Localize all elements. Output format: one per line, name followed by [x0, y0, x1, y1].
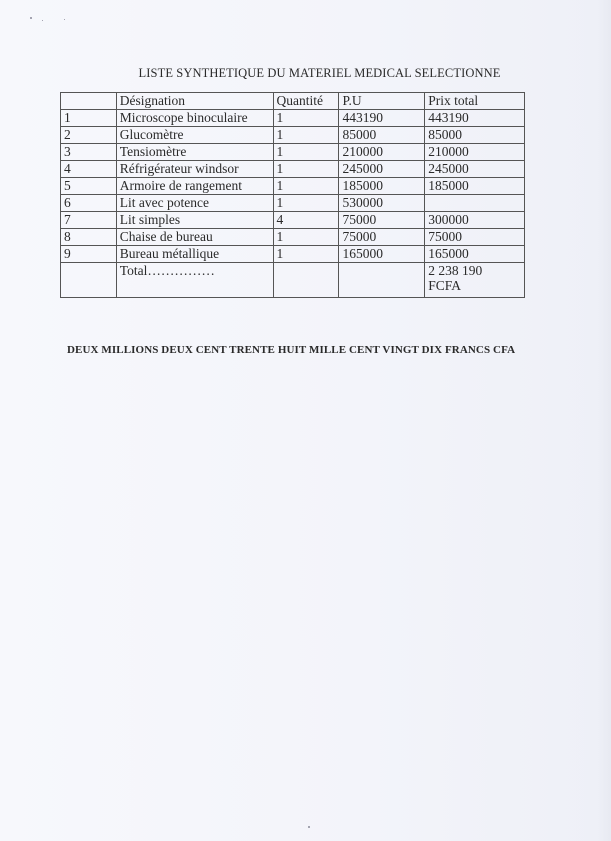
row-total-price: 85000: [425, 127, 525, 144]
row-designation: Chaise de bureau: [116, 229, 273, 246]
total-row-unit-price: [339, 263, 425, 298]
table-header-row: [61, 93, 525, 110]
row-designation: Lit simples: [116, 212, 273, 229]
amount-in-words: DEUX MILLIONS DEUX CENT TRENTE HUIT MILLE CENT VINGT DIX FRANCS CFA: [67, 344, 516, 356]
row-quantity: 1: [273, 195, 339, 212]
row-unit-price: 165000: [339, 246, 425, 263]
header-num: [61, 93, 117, 110]
header-designation: Désignation: [116, 93, 273, 110]
row-unit-price: 443190: [339, 110, 425, 127]
row-quantity: 1: [273, 127, 339, 144]
total-row: [61, 263, 525, 298]
row-unit-price: 85000: [339, 127, 425, 144]
table-row: [61, 110, 525, 127]
scan-speck: [30, 17, 32, 19]
scan-speck: [42, 20, 43, 21]
row-total-price: 210000: [425, 144, 525, 161]
row-num: 1: [61, 110, 117, 127]
row-total-price: 245000: [425, 161, 525, 178]
row-designation: Réfrigérateur windsor: [116, 161, 273, 178]
row-designation: Glucomètre: [116, 127, 273, 144]
row-total-price: 75000: [425, 229, 525, 246]
table-row: [61, 246, 525, 263]
row-designation: Armoire de rangement: [116, 178, 273, 195]
row-unit-price: 530000: [339, 195, 425, 212]
row-num: 8: [61, 229, 117, 246]
row-quantity: 4: [273, 212, 339, 229]
page-edge-shadow: [597, 0, 611, 841]
row-total-price: 185000: [425, 178, 525, 195]
total-value: [425, 263, 525, 298]
row-quantity: 1: [273, 246, 339, 263]
row-designation: Bureau métallique: [116, 246, 273, 263]
row-designation: Tensiomètre: [116, 144, 273, 161]
row-quantity: 1: [273, 161, 339, 178]
row-total-price: 443190: [425, 110, 525, 127]
total-amount: 2 238 190: [428, 263, 483, 278]
row-num: 2: [61, 127, 117, 144]
row-num: 4: [61, 161, 117, 178]
total-row-num: [61, 263, 117, 298]
row-total-price: 300000: [425, 212, 525, 229]
scan-speck: [64, 19, 65, 20]
row-total-price: 165000: [425, 246, 525, 263]
row-designation: Lit avec potence: [116, 195, 273, 212]
row-unit-price: 245000: [339, 161, 425, 178]
table-row: [61, 212, 525, 229]
row-quantity: 1: [273, 110, 339, 127]
table-row: [61, 195, 525, 212]
materials-table: [60, 92, 525, 298]
row-quantity: 1: [273, 229, 339, 246]
row-unit-price: 210000: [339, 144, 425, 161]
header-unit-price: P.U: [339, 93, 425, 110]
scan-speck: [308, 826, 310, 828]
total-currency: FCFA: [428, 278, 462, 293]
table-row: [61, 178, 525, 195]
document-title: LISTE SYNTHETIQUE DU MATERIEL MEDICAL SELECTIONNE: [138, 66, 501, 80]
row-total-price: [425, 195, 525, 212]
row-unit-price: 75000: [339, 229, 425, 246]
table-row: [61, 161, 525, 178]
total-label: Total……………: [116, 263, 273, 298]
row-quantity: 1: [273, 144, 339, 161]
header-total-price: Prix total: [425, 93, 525, 110]
table-row: [61, 127, 525, 144]
header-quantity: Quantité: [273, 93, 339, 110]
total-row-quantity: [273, 263, 339, 298]
row-unit-price: 75000: [339, 212, 425, 229]
row-quantity: 1: [273, 178, 339, 195]
row-designation: Microscope binoculaire: [116, 110, 273, 127]
table-row: [61, 229, 525, 246]
table-row: [61, 144, 525, 161]
row-num: 3: [61, 144, 117, 161]
row-unit-price: 185000: [339, 178, 425, 195]
row-num: 9: [61, 246, 117, 263]
row-num: 5: [61, 178, 117, 195]
row-num: 7: [61, 212, 117, 229]
row-num: 6: [61, 195, 117, 212]
